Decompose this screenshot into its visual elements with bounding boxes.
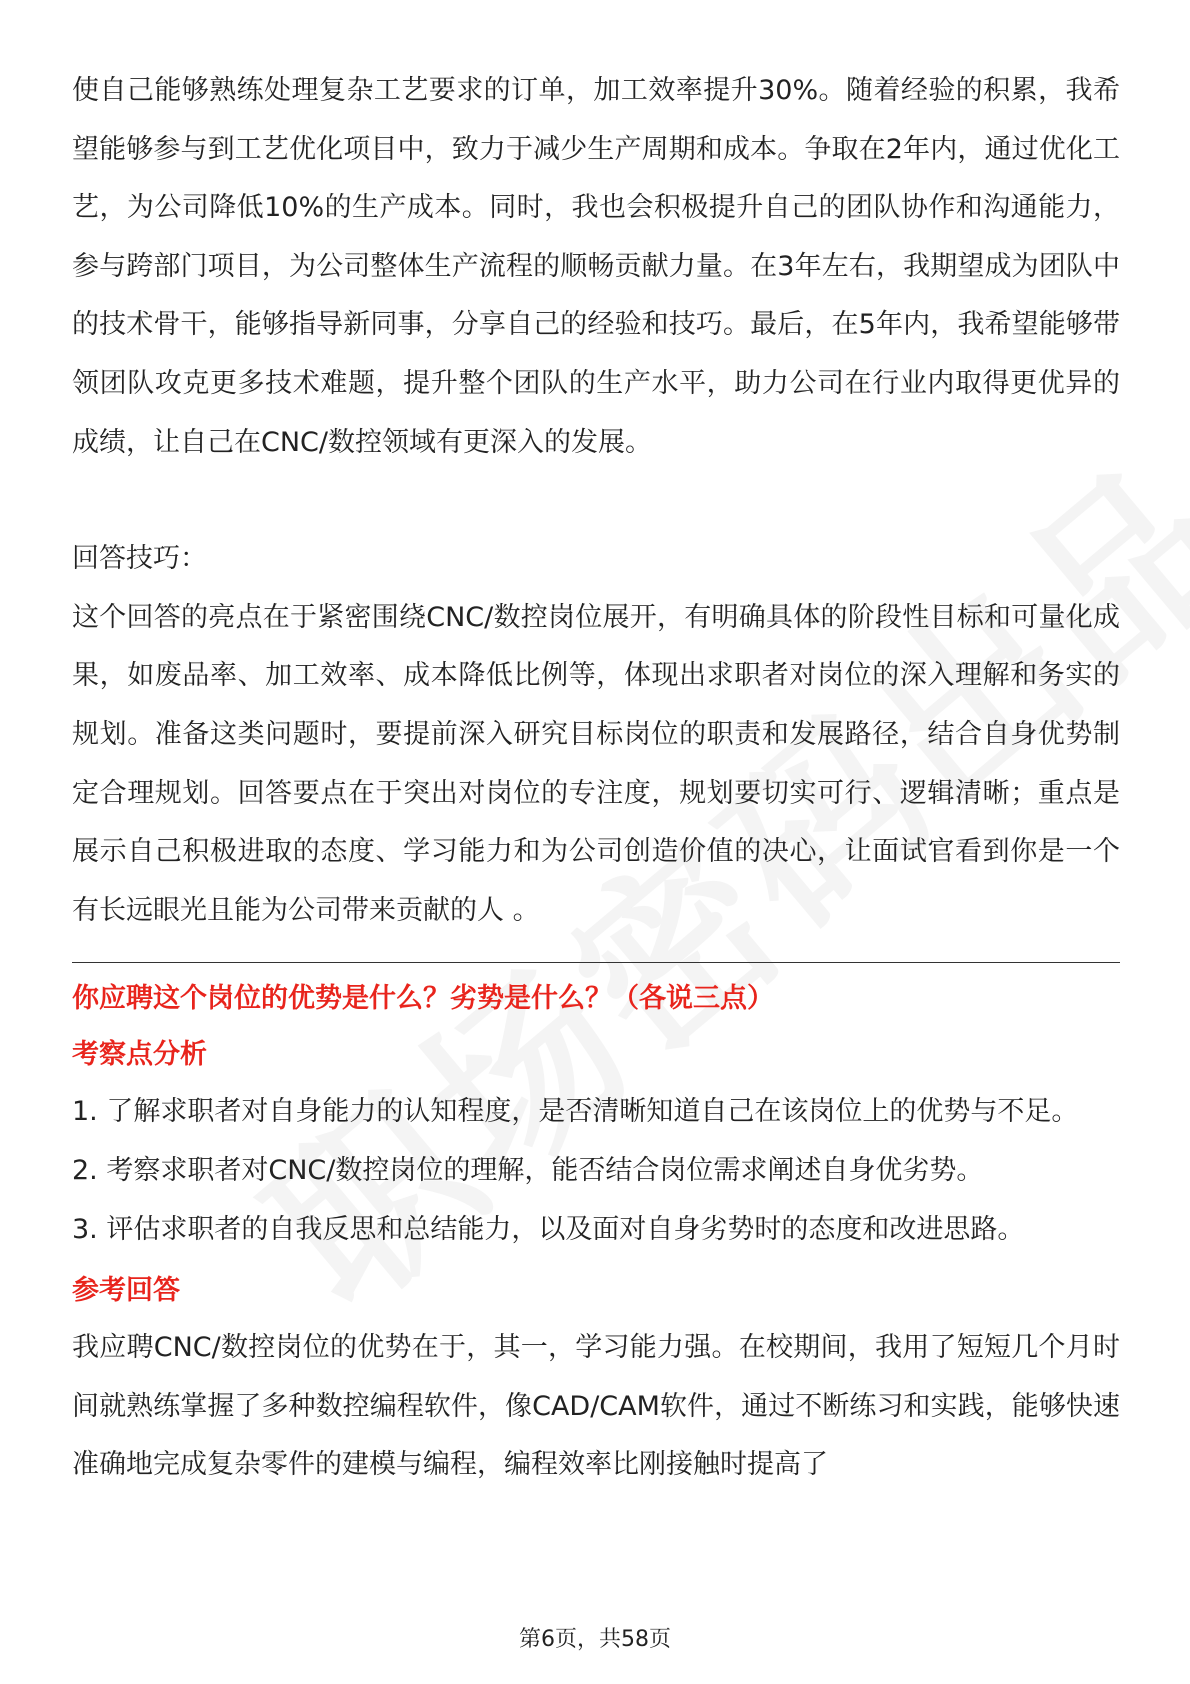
analysis-item: 2. 考察求职者对CNC/数控岗位的理解，能否结合岗位需求阐述自身优劣势。	[72, 1154, 984, 1186]
reference-title: 参考回答	[72, 1275, 180, 1307]
question-heading: 你应聘这个岗位的优势是什么？劣势是什么？（各说三点）	[72, 983, 774, 1015]
section-divider	[72, 962, 1120, 963]
spacer	[72, 472, 1120, 530]
intro-paragraph: 使自己能够熟练处理复杂工艺要求的订单，加工效率提升30%。随着经验的积累，我希望能够参与到工艺优化项目中，致力于减少生产周期和成本。争取在2年内，通过优化工艺，为公司降低10%的生产成本。同时，我也会积极提升自己的团队协作和沟通能力，参与跨部门项目，为公司整体生产流程的顺畅贡献力量。在3年左右，我期望成为团队中的技术骨干，能够指导新同事，分享自己的经验和技巧。最后，在5年内，我希望能够带领团队攻克更多技术难题，提升整个团队的生产水平，助力公司在行业内取得更优异的成绩，让自己在CNC/数控领域有更深入的发展。	[72, 75, 1120, 458]
analysis-item: 3. 评估求职者的自我反思和总结能力，以及面对自身劣势时的态度和改进思路。	[72, 1213, 1025, 1245]
reference-paragraph: 我应聘CNC/数控岗位的优势在于，其一，学习能力强。在校期间，我用了短短几个月时间就熟练掌握了多种数控编程软件，像CAD/CAM软件，通过不断练习和实践，能够快速准确地完成复杂零件的建模与编程，编程效率比刚接触时提高了	[72, 1332, 1120, 1481]
analysis-item: 1. 了解求职者对自身能力的认知程度，是否清晰知道自己在该岗位上的优势与不足。	[72, 1096, 1079, 1128]
page-content	[72, 62, 1120, 1495]
analysis-title: 考察点分析	[72, 1039, 207, 1071]
page-number: 第6页，共58页	[519, 1627, 671, 1652]
tips-paragraph: 这个回答的亮点在于紧密围绕CNC/数控岗位展开，有明确具体的阶段性目标和可量化成果，如废品率、加工效率、成本降低比例等，体现出求职者对岗位的深入理解和务实的规划。准备这类问题时，要提前深入研究目标岗位的职责和发展路径，结合自身优势制定合理规划。回答要点在于突出对岗位的专注度，规划要切实可行、逻辑清晰；重点是展示自己积极进取的态度、学习能力和为公司创造价值的决心，让面试官看到你是一个有长远眼光且能为公司带来贡献的人 。	[72, 601, 1120, 926]
tips-label: 回答技巧：	[72, 543, 207, 575]
